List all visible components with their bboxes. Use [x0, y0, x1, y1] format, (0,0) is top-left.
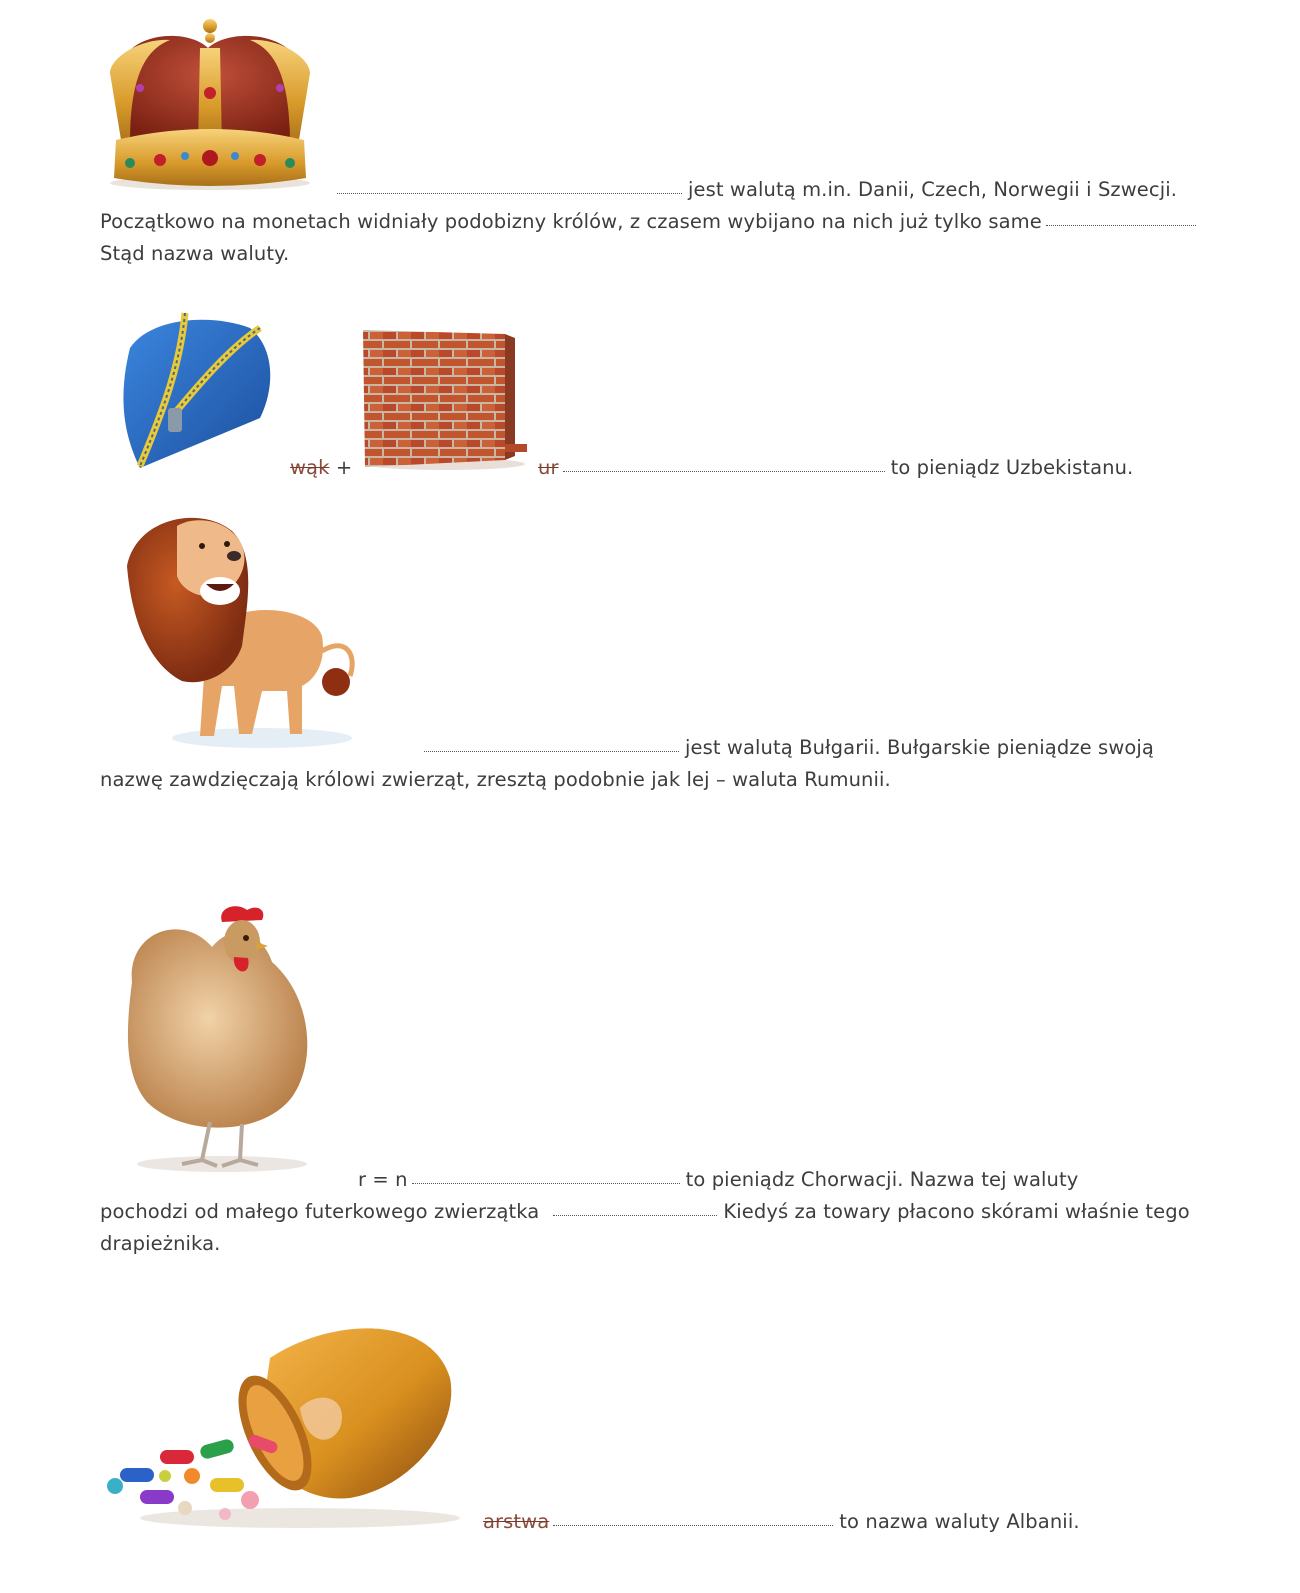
answer-blank[interactable] [1046, 224, 1196, 226]
answer-blank[interactable] [553, 1214, 717, 1216]
riddle3-line2: nazwę zawdzięczają królowi zwierząt, zresztą podobnie jak lej – waluta Rumunii. [100, 768, 891, 791]
riddle3-line1: jest walutą Bułgarii. Bułgarskie pieniądze swoją [424, 736, 1154, 760]
riddle4-line2: pochodzi od małego futerkowego zwierzątka Kiedyś za towary płacono skórami właśnie tego [100, 1200, 1190, 1223]
answer-blank[interactable] [424, 750, 679, 752]
answer-blank[interactable] [553, 1524, 833, 1526]
pill-jar-icon [100, 1318, 465, 1533]
answer-blank[interactable] [412, 1182, 680, 1184]
riddle5-line: arstwa to nazwa waluty Albanii. [483, 1510, 1080, 1533]
brick-wall-icon [355, 322, 530, 472]
riddle4-line1: r = n to pieniądz Chorwacji. Nazwa tej waluty [358, 1168, 1079, 1191]
riddle4-line3: drapieżnika. [100, 1232, 221, 1255]
crown-icon [100, 18, 320, 193]
riddle2-line: wąk + [290, 456, 353, 479]
riddle2-line-end: ur to pieniądz Uzbekistanu. [538, 456, 1134, 479]
riddle1-line2: Początkowo na monetach widniały podobizny królów, z czasem wybijano na nich już tylko same [100, 210, 1202, 234]
hen-icon [122, 902, 317, 1177]
riddle1-line1: jest walutą m.in. Danii, Czech, Norwegii i Szwecji. [337, 178, 1177, 202]
answer-blank[interactable] [563, 470, 885, 472]
answer-blank[interactable] [337, 192, 682, 194]
riddle1-line3: Stąd nazwa waluty. [100, 242, 290, 265]
lion-icon [122, 506, 362, 751]
zipper-icon [110, 308, 280, 473]
